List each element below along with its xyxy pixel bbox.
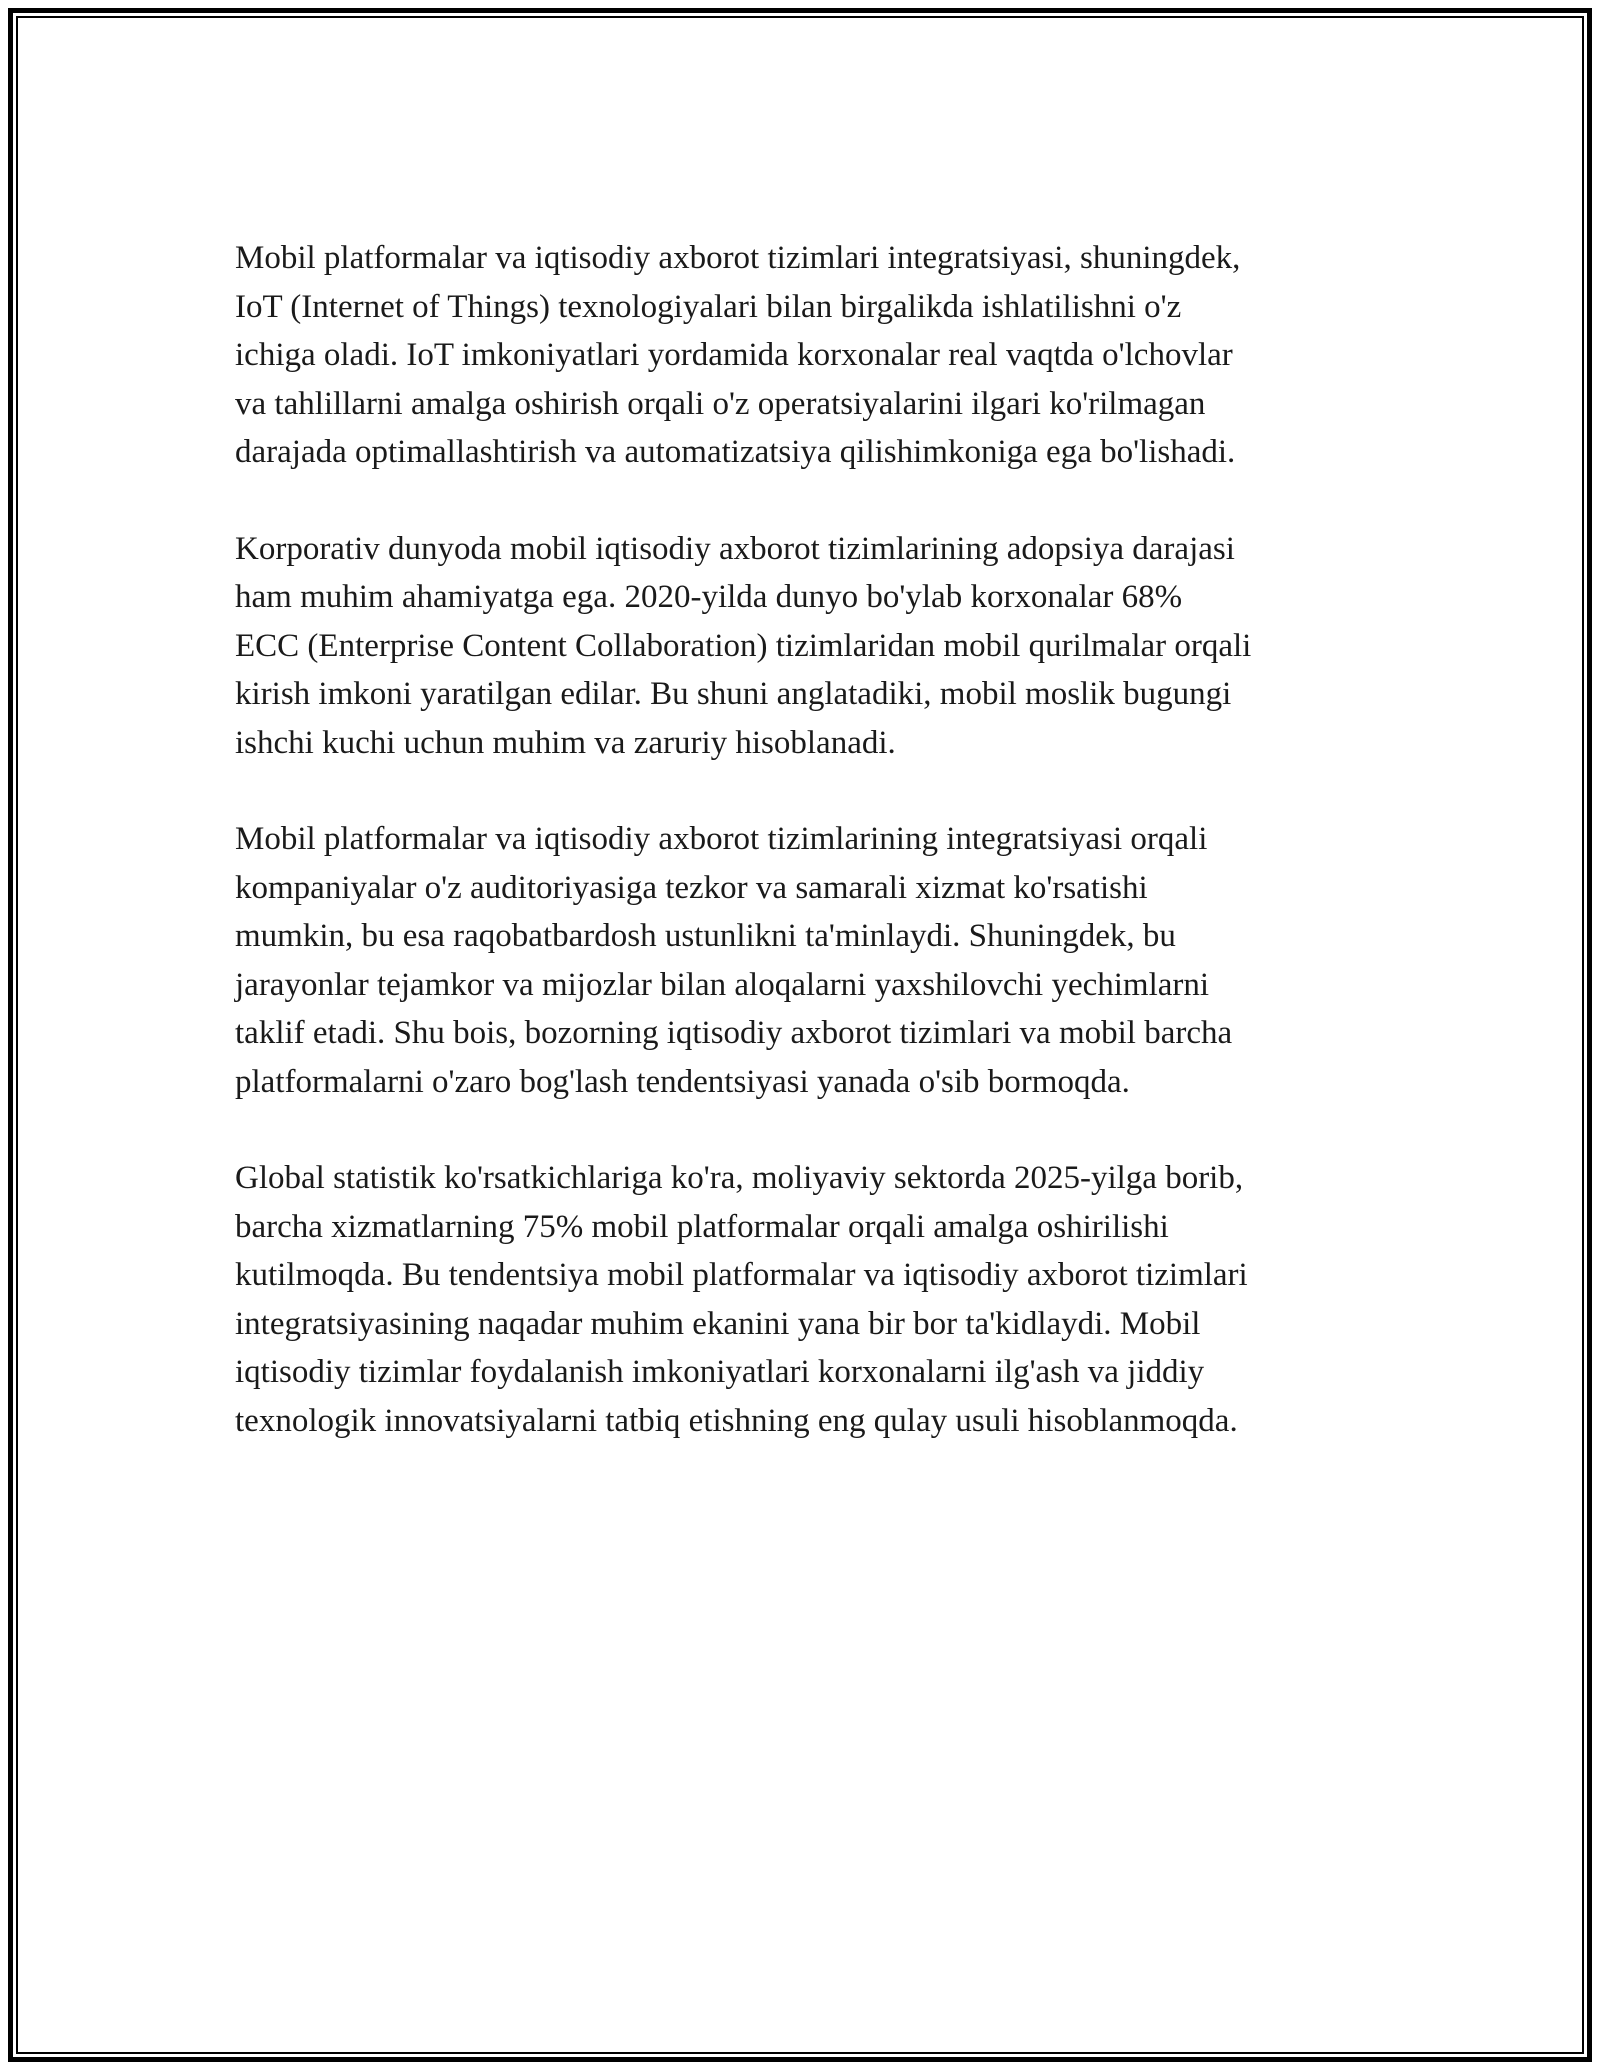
paragraph-3: Mobil platformalar va iqtisodiy axborot tizimlarining integratsiyasi orqali kompaniyalar o'z auditoriyasiga tezkor va samarali xizmat ko'rsatishi mumkin, bu esa raqobatbardosh ustunlikni ta'minlaydi. Shuningdek, bu jarayonlar tejamkor va mijozlar bilan aloqalarni yaxshilovchi yechimlarni taklif etadi. Shu bois, bozorning iqtisodiy axborot tizimlari va mobil barcha platformalarni o'zaro bog'lash tendentsiyasi yanada o'sib bormoqda. <box>235 821 1233 1100</box>
paragraph-1: Mobil platformalar va iqtisodiy axborot tizimlari integratsiyasi, shuningdek, IoT (Internet of Things) texnologiyalari bilan birgalikda ishlatilishni o'z ichiga oladi. IoT imkoniyatlari yordamida korxonalar real vaqtda o'lchovlar va tahlillarni amalga oshirish orqali o'z operatsiyalarini ilgari ko'rilmagan darajada optimallashtirish va automatizatsiya qilishimkoniga ega bo'lishadi. <box>235 240 1241 470</box>
paragraph-4: Global statistik ko'rsatkichlariga ko'ra, moliyaviy sektorda 2025-yilga borib, barcha xizmatlarning 75% mobil platformalar orqali amalga oshirilishi kutilmoqda. Bu tendentsiya mobil platformalar va iqtisodiy axborot tizimlari integratsiyasining naqadar muhim ekanini yana bir bor ta'kidlaydi. Mobil iqtisodiy tizimlar foydalanish imkoniyatlari korxonalarni ilg'ash va jiddiy texnologik innovatsiyalarni tatbiq etishning eng qulay usuli hisoblanmoqda. <box>235 1160 1248 1439</box>
paragraph-2: Korporativ dunyoda mobil iqtisodiy axborot tizimlarining adopsiya darajasi ham muhim ahamiyatga ega. 2020-yilda dunyo bo'ylab korxonalar 68% ECC (Enterprise Content Collaboration) tizimlaridan mobil qurilmalar orqali kirish imkoni yaratilgan edilar. Bu shuni anglatadiki, mobil moslik bugungi ishchi kuchi uchun muhim va zaruriy hisoblanadi. <box>235 530 1252 761</box>
document-body <box>235 234 1380 1493</box>
